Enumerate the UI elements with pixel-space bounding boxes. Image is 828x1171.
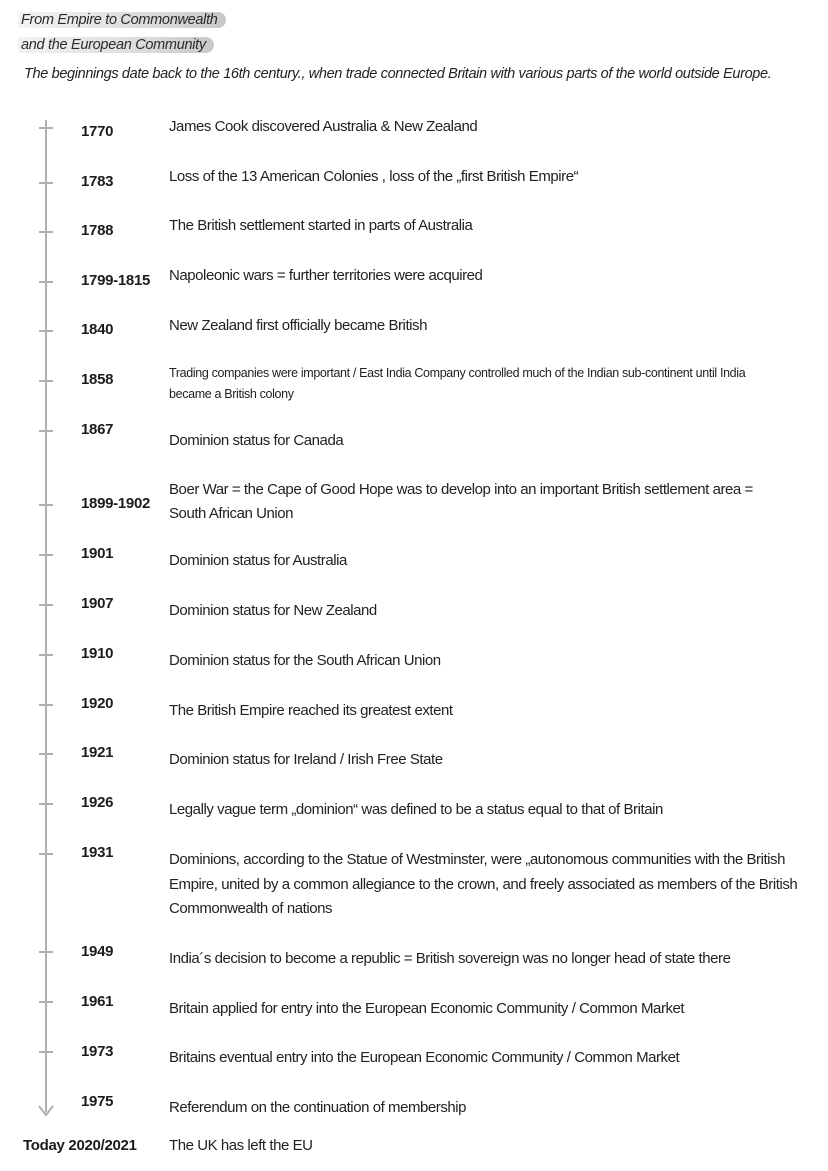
timeline-tick — [39, 430, 53, 432]
timeline-tick — [39, 704, 53, 706]
title-line-2: and the European Community — [18, 37, 214, 53]
title-line-1: From Empire to Commonwealth — [18, 12, 226, 28]
today-label: Today 2020/2021 — [23, 1137, 137, 1154]
timeline-year: 1840 — [81, 321, 114, 338]
timeline-tick — [39, 753, 53, 755]
timeline-event: New Zealand first officially became British — [169, 317, 427, 334]
timeline-tick — [39, 330, 53, 332]
timeline-event: The British Empire reached its greatest extent — [169, 702, 453, 719]
timeline-arrow-icon — [37, 1098, 55, 1118]
timeline-event: Dominions, according to the Statue of Westminster, were „autonomous communities with the British Empire, united by a common allegiance to the crown, and freely associated as members of the British Commonwealth of nations — [169, 851, 798, 917]
timeline-year: 1770 — [81, 123, 114, 140]
timeline-event: Referendum on the continuation of membership — [169, 1099, 467, 1116]
timeline-year: 1920 — [81, 695, 114, 712]
timeline-event: Dominion status for Canada — [169, 432, 344, 449]
timeline-tick — [39, 654, 53, 656]
timeline-tick — [39, 1001, 53, 1003]
timeline-event: Dominion status for New Zealand — [169, 602, 377, 619]
timeline-event: Boer War = the Cape of Good Hope was to develop into an important British settlement area = South African Union — [169, 481, 753, 522]
timeline-tick — [39, 554, 53, 556]
timeline-tick — [39, 853, 53, 855]
timeline-year: 1975 — [81, 1093, 114, 1110]
timeline-event: India´s decision to become a republic = British sovereign was no longer head of state there — [169, 950, 731, 967]
timeline-year: 1949 — [81, 943, 114, 960]
timeline-year: 1907 — [81, 595, 114, 612]
timeline-year: 1858 — [81, 371, 114, 388]
timeline-axis — [45, 120, 47, 1112]
timeline-year: 1783 — [81, 173, 114, 190]
timeline-year: 1931 — [81, 844, 114, 861]
timeline-tick — [39, 182, 53, 184]
intro-text: The beginnings date back to the 16th century., when trade connected Britain with various parts of the world outside Europe. — [24, 66, 772, 82]
timeline-event: Britain applied for entry into the European Economic Community / Common Market — [169, 1000, 685, 1017]
timeline-tick — [39, 604, 53, 606]
timeline-event: Trading companies were important / East India Company controlled much of the Indian sub-continent until India became a British colony — [169, 366, 746, 401]
timeline-tick — [39, 127, 53, 129]
timeline-tick — [39, 380, 53, 382]
today-event: The UK has left the EU — [169, 1137, 313, 1154]
timeline-tick — [39, 281, 53, 283]
timeline-year: 1926 — [81, 794, 114, 811]
timeline-tick — [39, 504, 53, 506]
timeline-year: 1788 — [81, 222, 114, 239]
timeline-event: Dominion status for Australia — [169, 552, 347, 569]
timeline-year: 1921 — [81, 744, 114, 761]
timeline-year: 1961 — [81, 993, 114, 1010]
timeline-event: Napoleonic wars = further territories were acquired — [169, 267, 483, 284]
timeline-event: The British settlement started in parts of Australia — [169, 217, 473, 234]
timeline-event: James Cook discovered Australia & New Zealand — [169, 118, 478, 135]
timeline-event: Dominion status for Ireland / Irish Free State — [169, 751, 443, 768]
timeline-year: 1799-1815 — [81, 272, 151, 289]
timeline-event: Dominion status for the South African Union — [169, 652, 441, 669]
timeline-tick — [39, 951, 53, 953]
timeline-year: 1899-1902 — [81, 495, 151, 512]
timeline-year: 1910 — [81, 645, 114, 662]
timeline-event: Loss of the 13 American Colonies , loss of the „first British Empire“ — [169, 168, 579, 185]
timeline-year: 1901 — [81, 545, 114, 562]
timeline-year: 1867 — [81, 421, 114, 438]
timeline-tick — [39, 803, 53, 805]
timeline-year: 1973 — [81, 1043, 114, 1060]
timeline-tick — [39, 1051, 53, 1053]
timeline-event: Legally vague term „dominion“ was defined to be a status equal to that of Britain — [169, 801, 663, 818]
timeline-event: Britains eventual entry into the European Economic Community / Common Market — [169, 1049, 680, 1066]
timeline-tick — [39, 231, 53, 233]
